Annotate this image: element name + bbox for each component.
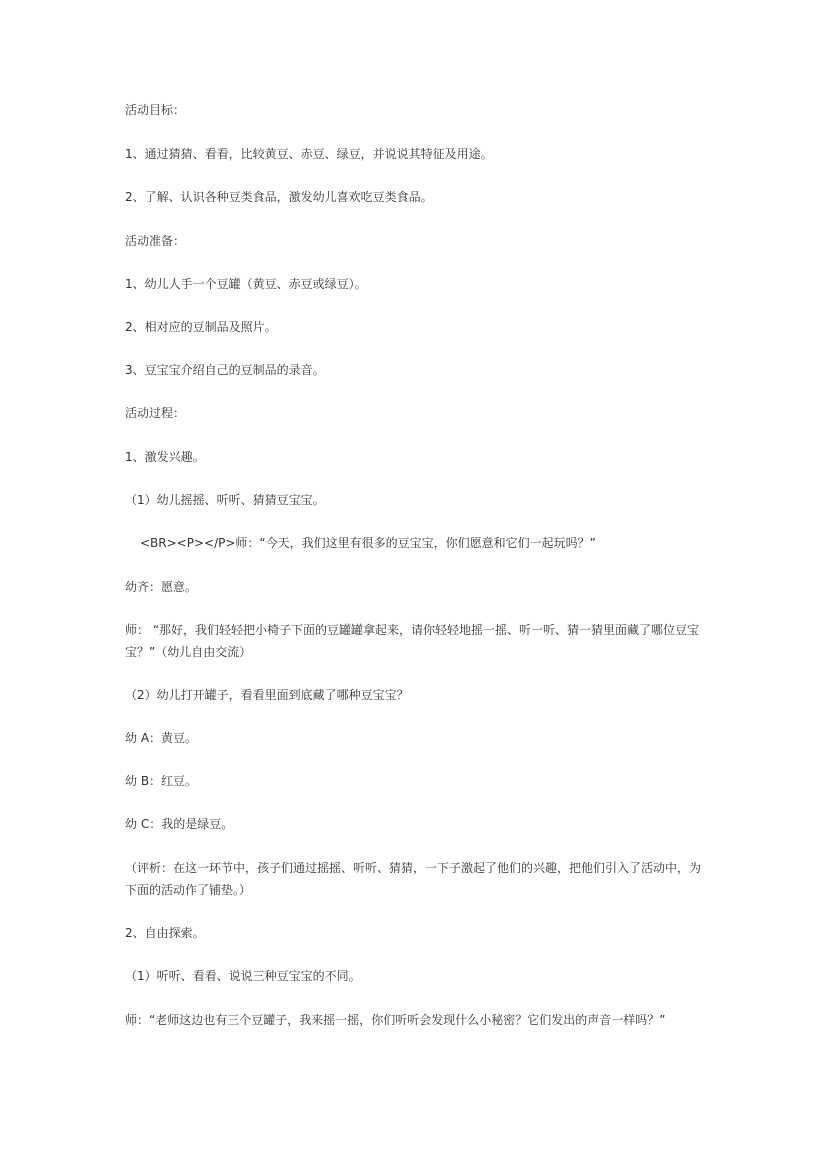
teacher-line-1: <BR><P></P>师：“今天，我们这里有很多的豆宝宝，你们愿意和它们一起玩吗？”: [140, 536, 596, 550]
children-reply-1: 幼齐：愿意。: [125, 580, 198, 594]
commentary-note: （评析：在这一环节中，孩子们通过摇摇、听听、猜猜，一下子激起了他们的兴趣，把他们引入了活动中，为下面的活动作了铺垫。）: [125, 861, 702, 897]
preparation-item-3: 3、豆宝宝介绍自己的豆制品的录音。: [125, 363, 325, 377]
teacher-line-2: 师： “那好，我们轻轻把小椅子下面的豆罐罐拿起来，请你轻轻地摇一摇、听一听、猜一猜里面藏了哪位豆宝宝？”（幼儿自由交流）: [125, 623, 700, 659]
process-substep-1: （1）幼儿摇摇、听听、猜猜豆宝宝。: [125, 493, 325, 507]
process-substep-2: （2）幼儿打开罐子，看看里面到底藏了哪种豆宝宝？: [125, 688, 409, 702]
heading-activity-goals: 活动目标：: [125, 103, 186, 117]
teacher-line-3: 师：“老师这边也有三个豆罐子，我来摇一摇，你们听听会发现什么小秘密？它们发出的声音一样吗？”: [125, 1013, 666, 1027]
goal-item-1: 1、通过猜猜、看看，比较黄豆、赤豆、绿豆，并说说其特征及用途。: [125, 147, 493, 161]
child-c-reply: 幼 C：我的是绿豆。: [125, 817, 234, 831]
heading-activity-preparation: 活动准备：: [125, 234, 186, 248]
preparation-item-2: 2、相对应的豆制品及照片。: [125, 320, 277, 334]
preparation-item-1: 1、幼儿人手一个豆罐（黄豆、赤豆或绿豆）。: [125, 277, 367, 291]
child-a-reply: 幼 A：黄豆。: [125, 731, 198, 745]
goal-item-2: 2、了解、认识各种豆类食品，激发幼儿喜欢吃豆类食品。: [125, 190, 433, 204]
process-step-1: 1、激发兴趣。: [125, 450, 205, 464]
heading-activity-process: 活动过程：: [125, 406, 186, 420]
child-b-reply: 幼 B：红豆。: [125, 774, 198, 788]
process-step-2: 2、自由探索。: [125, 926, 205, 940]
process-substep-3: （1）听听、看看、说说三种豆宝宝的不同。: [125, 969, 361, 983]
